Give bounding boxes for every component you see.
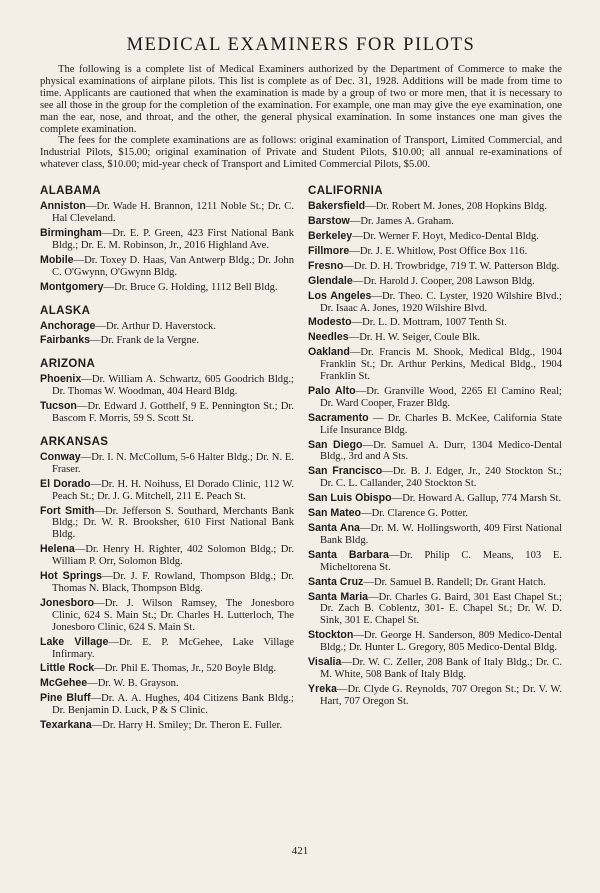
- examiner-details: —Dr. Harry H. Smiley; Dr. Theron E. Fuller.: [91, 720, 283, 732]
- state-heading: ALASKA: [40, 304, 91, 317]
- examiner-entry: [308, 413, 562, 437]
- examiner-entry: [308, 440, 562, 464]
- examiner-details: —Dr. H. W. Seiger, Coule Blk.: [348, 332, 481, 344]
- city-name: Jonesboro: [40, 596, 95, 609]
- intro-paragraph: The fees for the complete examinations are as follows: original examination of Transport, Limited Commercial, and Industrial Pilots, $15.00; original examination of Private and Student Pilots, $10.00; all annual re-examinations of whatever class, $10.00; mid-year check of Transport and Limited Commercial Pilots, $5.00.: [40, 135, 562, 171]
- examiner-entry: [308, 493, 562, 505]
- examiner-details: —Dr. George H. Sanderson, 809 Medico-Dental Bldg.; Dr. Hunter L. Gregory, 805 Medico-Dental Bldg.: [320, 630, 562, 654]
- examiner-details: —Dr. M. W. Hollingsworth, 409 First National Bank Bldg.: [320, 523, 562, 546]
- examiner-details: —Dr. I. N. McCollum, 5-6 Halter Bldg.; Dr. N. E. Fraser.: [52, 451, 294, 475]
- examiner-entry: [308, 577, 562, 589]
- examiner-details: —Dr. Philip C. Means, 103 E. Micheltorena St.: [320, 549, 562, 573]
- city-name: Fresno: [308, 259, 344, 272]
- examiner-details: —Dr. W. B. Grayson.: [87, 678, 179, 690]
- examiner-entry: [308, 332, 562, 344]
- examiner-entry: [40, 506, 294, 542]
- city-name: San Diego: [308, 438, 363, 451]
- examiner-details: —Dr. J. E. Whitlow, Post Office Box 116.: [349, 245, 528, 257]
- city-name: Birmingham: [40, 226, 102, 239]
- city-name: Tucson: [40, 400, 77, 413]
- city-name: Santa Barbara: [308, 548, 389, 561]
- examiner-entry: [308, 347, 562, 383]
- directory-columns: [40, 181, 562, 735]
- examiner-entry: [40, 335, 294, 347]
- examiner-details: —Dr. Clyde G. Reynolds, 707 Oregon St.; Dr. V. W. Hart, 707 Oregon St.: [320, 683, 562, 707]
- examiner-entry: [308, 466, 562, 490]
- examiner-details: —Dr. Charles G. Baird, 301 East Chapel St.; Dr. Zach B. Coblentz, 301- E. Chapel St.; Dr. W. D. Sink, 301 E. Chapel St.: [320, 591, 562, 627]
- examiner-entry: [40, 637, 294, 661]
- examiner-details: —Dr. William A. Schwartz, 605 Goodrich Bldg.; Dr. Thomas W. Woodman, 404 Heard Bldg.: [52, 374, 294, 398]
- city-name: Hot Springs: [40, 570, 103, 583]
- page-title: MEDICAL EXAMINERS FOR PILOTS: [126, 35, 476, 55]
- state-heading: CALIFORNIA: [308, 185, 383, 198]
- city-name: Stockton: [308, 629, 354, 642]
- left-column: [40, 181, 294, 735]
- city-name: Conway: [40, 450, 81, 463]
- examiner-entry: [308, 216, 562, 228]
- examiner-entry: [40, 479, 294, 503]
- city-name: Yreka: [308, 682, 337, 695]
- examiner-entry: [308, 550, 562, 574]
- city-name: Montgomery: [40, 280, 104, 293]
- examiner-entry: [308, 291, 562, 315]
- city-name: San Francisco: [308, 465, 383, 478]
- intro-section: [40, 64, 562, 171]
- city-name: Fort Smith: [40, 504, 95, 517]
- examiner-entry: [40, 571, 294, 595]
- examiner-entry: [40, 663, 294, 675]
- examiner-details: —Dr. Henry H. Righter, 402 Solomon Bldg.; Dr. William P. Orr, Solomon Bldg.: [52, 544, 294, 568]
- city-name: Sacramento: [308, 411, 369, 424]
- city-name: Needles: [308, 331, 349, 344]
- examiner-entry: [40, 201, 294, 225]
- examiner-entry: [40, 678, 294, 690]
- examiner-details: —Dr. Frank de la Vergne.: [90, 335, 200, 347]
- examiner-entry: [308, 523, 562, 547]
- city-name: Visalia: [308, 656, 342, 669]
- examiner-entry: [40, 452, 294, 476]
- examiner-entry: [40, 321, 294, 333]
- examiner-details: — Dr. Charles B. McKee, California State Life Insurance Bldg.: [320, 412, 562, 436]
- city-name: McGehee: [40, 677, 88, 690]
- state-heading: ARKANSAS: [40, 435, 109, 448]
- examiner-details: —Dr. J. Wilson Ramsey, The Jonesboro Clinic, 624 S. Main St.; Dr. Charles H. Lutterloch, The Jonesboro Clinic, 624 S. Main St.: [52, 597, 294, 633]
- examiner-details: —Dr. Clarence G. Potter.: [360, 508, 469, 520]
- examiner-details: —Dr. Howard A. Gallup, 774 Marsh St.: [391, 493, 562, 505]
- examiner-entry: [308, 684, 562, 708]
- right-column: [308, 181, 562, 735]
- examiner-details: —Dr. E. P. McGehee, Lake Village Infirmary.: [52, 636, 294, 660]
- city-name: Berkeley: [308, 229, 353, 242]
- examiner-details: —Dr. Edward J. Gotthelf, 9 E. Pennington St.; Dr. Bascom F. Morris, 59 S. Scott St.: [52, 401, 294, 425]
- examiner-details: —Dr. Granville Wood, 2265 El Camino Real; Dr. Ward Cooper, Frazer Bldg.: [320, 385, 563, 409]
- city-name: Little Rock: [40, 662, 95, 675]
- examiner-details: —Dr. A. A. Hughes, 404 Citizens Bank Bldg.; Dr. Benjamin D. Luck, P & S Clinic.: [52, 693, 295, 717]
- city-name: Bakersfield: [308, 200, 366, 213]
- examiner-entry: [308, 261, 562, 273]
- state-heading: ARIZONA: [40, 358, 96, 371]
- city-name: El Dorado: [40, 477, 91, 490]
- examiner-details: —Dr. J. F. Rowland, Thompson Bldg.; Dr. Thomas N. Black, Thompson Bldg.: [52, 571, 294, 594]
- examiner-details: —Dr. Jefferson S. Southard, Merchants Bank Bldg.; Dr. W. R. Brooksher, 610 First National Bank Bldg.: [52, 505, 294, 541]
- examiner-details: —Dr. E. P. Green, 423 First National Bank Bldg.; Dr. E. M. Robinson, Jr., 2016 Highland Ave.: [52, 227, 294, 251]
- intro-paragraph: The following is a complete list of Medical Examiners authorized by the Department of Commerce to make the physical examinations of airplane pilots. This list is complete as of Dec. 31, 1928. Additions will be made from time to time. Applicants are cautioned that when the examination is made by a group of two or more men, that it is necessary to see all those in the group for the completion of the examination. For example, one man may give the eye examination, one man the ear, nose, and throat, and the other, the general physical examination. In some instances one man gives the complete examination.: [40, 64, 562, 135]
- examiner-details: —Dr. D. H. Trowbridge, 719 T. W. Patterson Bldg.: [343, 260, 560, 272]
- state-heading: ALABAMA: [40, 185, 101, 198]
- city-name: Modesto: [308, 316, 352, 329]
- city-name: Texarkana: [40, 719, 92, 732]
- examiner-details: —Dr. Harold J. Cooper, 208 Lawson Bldg.: [352, 275, 535, 287]
- city-name: Palo Alto: [308, 384, 356, 397]
- examiner-entry: [308, 508, 562, 520]
- city-name: Lake Village: [40, 635, 109, 648]
- examiner-entry: [308, 630, 562, 654]
- examiner-details: —Dr. Francis M. Shook, Medical Bldg., 1904 Franklin St.; Dr. Arthur Perkins, Medical Bldg., 1904 Franklin St.: [320, 347, 562, 383]
- examiner-entry: [40, 720, 294, 732]
- city-name: Fairbanks: [40, 334, 91, 347]
- examiner-entry: [40, 693, 294, 717]
- examiner-entry: [40, 401, 294, 425]
- city-name: Santa Ana: [308, 522, 360, 534]
- examiner-details: —Dr. James A. Graham.: [349, 216, 454, 228]
- examiner-details: —Dr. Wade H. Brannon, 1211 Noble St.; Dr. C. Hal Cleveland.: [52, 201, 294, 225]
- city-name: Anchorage: [40, 319, 96, 332]
- city-name: Santa Cruz: [308, 575, 364, 588]
- examiner-entry: [40, 598, 294, 634]
- city-name: Helena: [40, 543, 75, 556]
- city-name: Oakland: [308, 346, 350, 359]
- examiner-entry: [308, 592, 562, 628]
- examiner-entry: [308, 231, 562, 243]
- examiner-entry: [308, 386, 562, 410]
- city-name: San Luis Obispo: [308, 492, 392, 505]
- examiner-entry: [308, 201, 562, 213]
- examiner-details: —Dr. W. C. Zeller, 208 Bank of Italy Bldg.; Dr. C. M. White, 508 Bank of Italy Bldg.: [320, 657, 562, 680]
- examiner-entry: [40, 282, 294, 294]
- city-name: Anniston: [40, 200, 86, 213]
- examiner-details: —Dr. L. D. Mottram, 1007 Tenth St.: [351, 317, 507, 329]
- examiner-details: —Dr. Werner F. Hoyt, Medico-Dental Bldg.: [352, 230, 539, 242]
- examiner-entry: [308, 317, 562, 329]
- city-name: Mobile: [40, 253, 74, 266]
- examiner-entry: [308, 246, 562, 258]
- city-name: Phoenix: [40, 373, 82, 386]
- examiner-details: —Dr. Samuel B. Randell; Dr. Grant Hatch.: [363, 576, 546, 588]
- examiner-entry: [308, 657, 562, 681]
- examiner-details: —Dr. Arthur D. Haverstock.: [95, 320, 216, 332]
- city-name: Fillmore: [308, 244, 350, 257]
- examiner-details: —Dr. Toxey D. Haas, Van Antwerp Bldg.; Dr. John C. O'Gwynn, O'Gwynn Bldg.: [52, 254, 294, 278]
- city-name: Pine Bluff: [40, 692, 91, 705]
- page-number: 421: [291, 845, 309, 857]
- examiner-details: —Dr. Phil E. Thomas, Jr., 520 Boyle Bldg.: [94, 663, 277, 675]
- city-name: Glendale: [308, 274, 353, 287]
- examiner-entry: [40, 228, 294, 252]
- examiner-details: —Dr. H. H. Noihuss, El Dorado Clinic, 112 W. Peach St.; Dr. J. G. Mitchell, 211 E. Peach St.: [52, 478, 295, 502]
- city-name: Barstow: [308, 215, 350, 228]
- examiner-entry: [308, 276, 562, 288]
- examiner-entry: [40, 255, 294, 279]
- examiner-details: —Dr. Robert M. Jones, 208 Hopkins Bldg.: [365, 201, 547, 213]
- city-name: Los Angeles: [308, 289, 372, 302]
- examiner-entry: [40, 374, 294, 398]
- examiner-details: —Dr. Samuel A. Durr, 1304 Medico-Dental Bldg., 3rd and A Sts.: [320, 439, 562, 463]
- examiner-entry: [40, 544, 294, 568]
- city-name: Santa Maria: [308, 590, 369, 603]
- city-name: San Mateo: [308, 507, 361, 520]
- examiner-details: —Dr. B. J. Edger, Jr., 240 Stockton St.; Dr. C. L. Callander, 240 Stockton St.: [320, 466, 562, 490]
- examiner-details: —Dr. Bruce G. Holding, 1112 Bell Bldg.: [103, 281, 278, 293]
- examiner-details: —Dr. Theo. C. Lyster, 1920 Wilshire Blvd.; Dr. Isaac A. Jones, 1920 Wilshire Blvd.: [320, 290, 562, 314]
